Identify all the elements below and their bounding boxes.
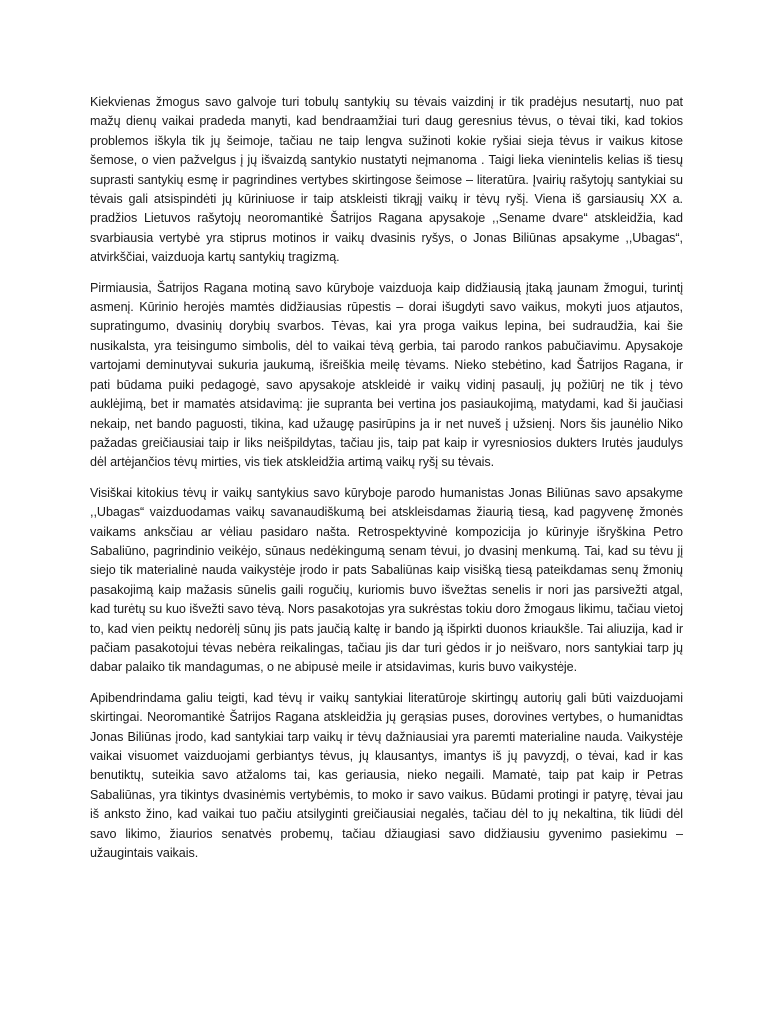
paragraph-introduction: Kiekvienas žmogus savo galvoje turi tobulų santykių su tėvais vaizdinį ir tik pradėjus nesutartį, nuo pat mažų dienų vaikai pradeda manyti, kad bendraamžiai turi daug geresnius tėvus, o tėvai tiki, kad tokios problemos iškyla tik jų šeimoje, tačiau ne taip lengva sužinoti kokie ryšiai sieja tėvus ir vaikus kitose šemose, o vien pažvelgus į jų išvaizdą santykio nustatyti neįmanoma . Taigi lieka vienintelis kelias iš tiesų suprasti santykių esmę ir pagrindines vertybes skirtingose šeimose – literatūra. Įvairių rašytojų santykiai su tėvais gali atsispindėti jų kūriniuose ir taip atskleisti tikrąjį vaikų ir tėvų ryšį. Viena iš garsiausių XX a. pradžios Lietuvos rašytojų neoromantikė Šatrijos Ragana apysakoje ,,Sename dvare“ atskleidžia, kad svarbiausia vertybė yra stiprus motinos ir vaikų dvasinis ryšys, o Jonas Biliūnas apsakyme ,,Ubagas“, atvirkščiai, vaizduoja kartų santykių tragizmą.	[90, 95, 683, 265]
paragraph-biliunas: Visiškai kitokius tėvų ir vaikų santykius savo kūryboje parodo humanistas Jonas Biliūnas savo apsakyme ,,Ubagas“ vaizduodamas vaikų savanaudiškumą bei atskleisdamas žiaurią tiesą, kad pagyvenę žmonės vaikams anksčiau ar vėliau pasidaro našta. Retrospektyvinė kompozicija jo kūrinyje išryškina Petro Sabaliūno, pagrindinio veikėjo, sūnaus nedėkingumą senam tėvui, jo dvasinį menkumą. Tai, kad su tėvu jį siejo tik materialinė nauda vaikystėje įrodo ir pats Sabaliūnas kaip visišką tiesą pateikdamas senų žmonių pasakojimą kaip mažasis sūnelis gaili rogučių, kuriomis buvo išvežtas senelis ir nori jas parsivežti atgal, kad turėtų su kuo išvežti savo tėvą. Nors pasakotojas yra sukrėstas tokiu doro žmogaus likimu, tačiau vietoj to, kad vien peiktų nedorėlį sūnų jis pats jaučią kaltę ir bando ją išpirkti duonos kriaukšle. Tai aliuzija, kad ir pačiam pasakotojui tėvas nebėra reikalingas, tačiau jis dar turi gėdos ir jo neišvaro, nors santykiai tarp jų dabar palaiko tik mandagumas, o ne abipusė meile ir atsidavimas, kuris buvo vaikystėje.	[90, 485, 683, 675]
document-page	[90, 93, 683, 874]
paragraph-conclusion: Apibendrindama galiu teigti, kad tėvų ir vaikų santykiai literatūroje skirtingų autorių gali būti vaizduojami skirtingai. Neoromantikė Šatrijos Ragana atskleidžia jų gerąsias puses, dorovines vertybes, o humanidtas Jonas Biliūnas įrodo, kad santykiai tarp vaikų ir tėvų dažniausiai yra paremti materialine nauda. Vaikystėje vaikai visuomet vaizduojami gerbiantys tėvus, jų klausantys, imantys iš jų pavyzdį, o tėvai, kad ir kas benutiktų, suteikia savo atžaloms tai, kas geriausia, nieko negaili. Mamatė, taip pat kaip ir Petras Sabaliūnas, yra tikintys dvasinėmis vertybėmis, to moko ir savo vaikus. Būdami protingi ir patyrę, tėvai jau iš anksto žino, kad vaikai tuo pačiu atsilyginti greičiausiai negalės, tačiau dėl to jų nekaltina, tik liūdi dėl savo likimo, žiaurios senatvės probemų, tačiau džiaugiasi savo didžiausiu gyvenimo pasiekimu – užaugintais vaikais.	[90, 690, 683, 861]
paragraph-satrijos-ragana: Pirmiausia, Šatrijos Ragana motiną savo kūryboje vaizduoja kaip didžiausią įtaką jaunam žmogui, turintį asmenį. Kūrinio herojės mamtės didžiausias rūpestis – dorai išugdyti savo vaikus, mokyti juos atjautos, supratingumo, dvasinių dorybių svarbos. Tėvas, kai yra proga vaikus lepina, bei sudraudžia, kai šie nusikalsta, yra teisingumo simbolis, dėl to vaikai tėvą gerbia, tai parodo rankos pabučiavimu. Apysakoje vartojami deminutyvai sukuria jaukumą, išreiškia meilę tėvams. Nieko stebėtino, kad Šatrijos Ragana, ir pati būdama puiki pedagogė, savo apysakoje atskleidė ir vaikų vidinį pasaulį, jų požiūrį ne tik į tėvo auklėjimą, bet ir mamatės atsidavimą: jie supranta bei vertina jos pasiaukojimą, matydami, kad ši jaučiasi nekaip, net bando paguosti, tikina, kad užaugę pasirūpins ja ir net nuveš į užsienį. Nors šis jaunėlio Niko pažadas greičiausiai taip ir liks neišpildytas, tačiau jis, taip pat kaip ir vyresniosios dukters Irutės jaudulys dėl artėjančios tėvų mirties, vis tiek atskleidžia artimą vaikų ryšį su tėvais.	[90, 280, 683, 470]
